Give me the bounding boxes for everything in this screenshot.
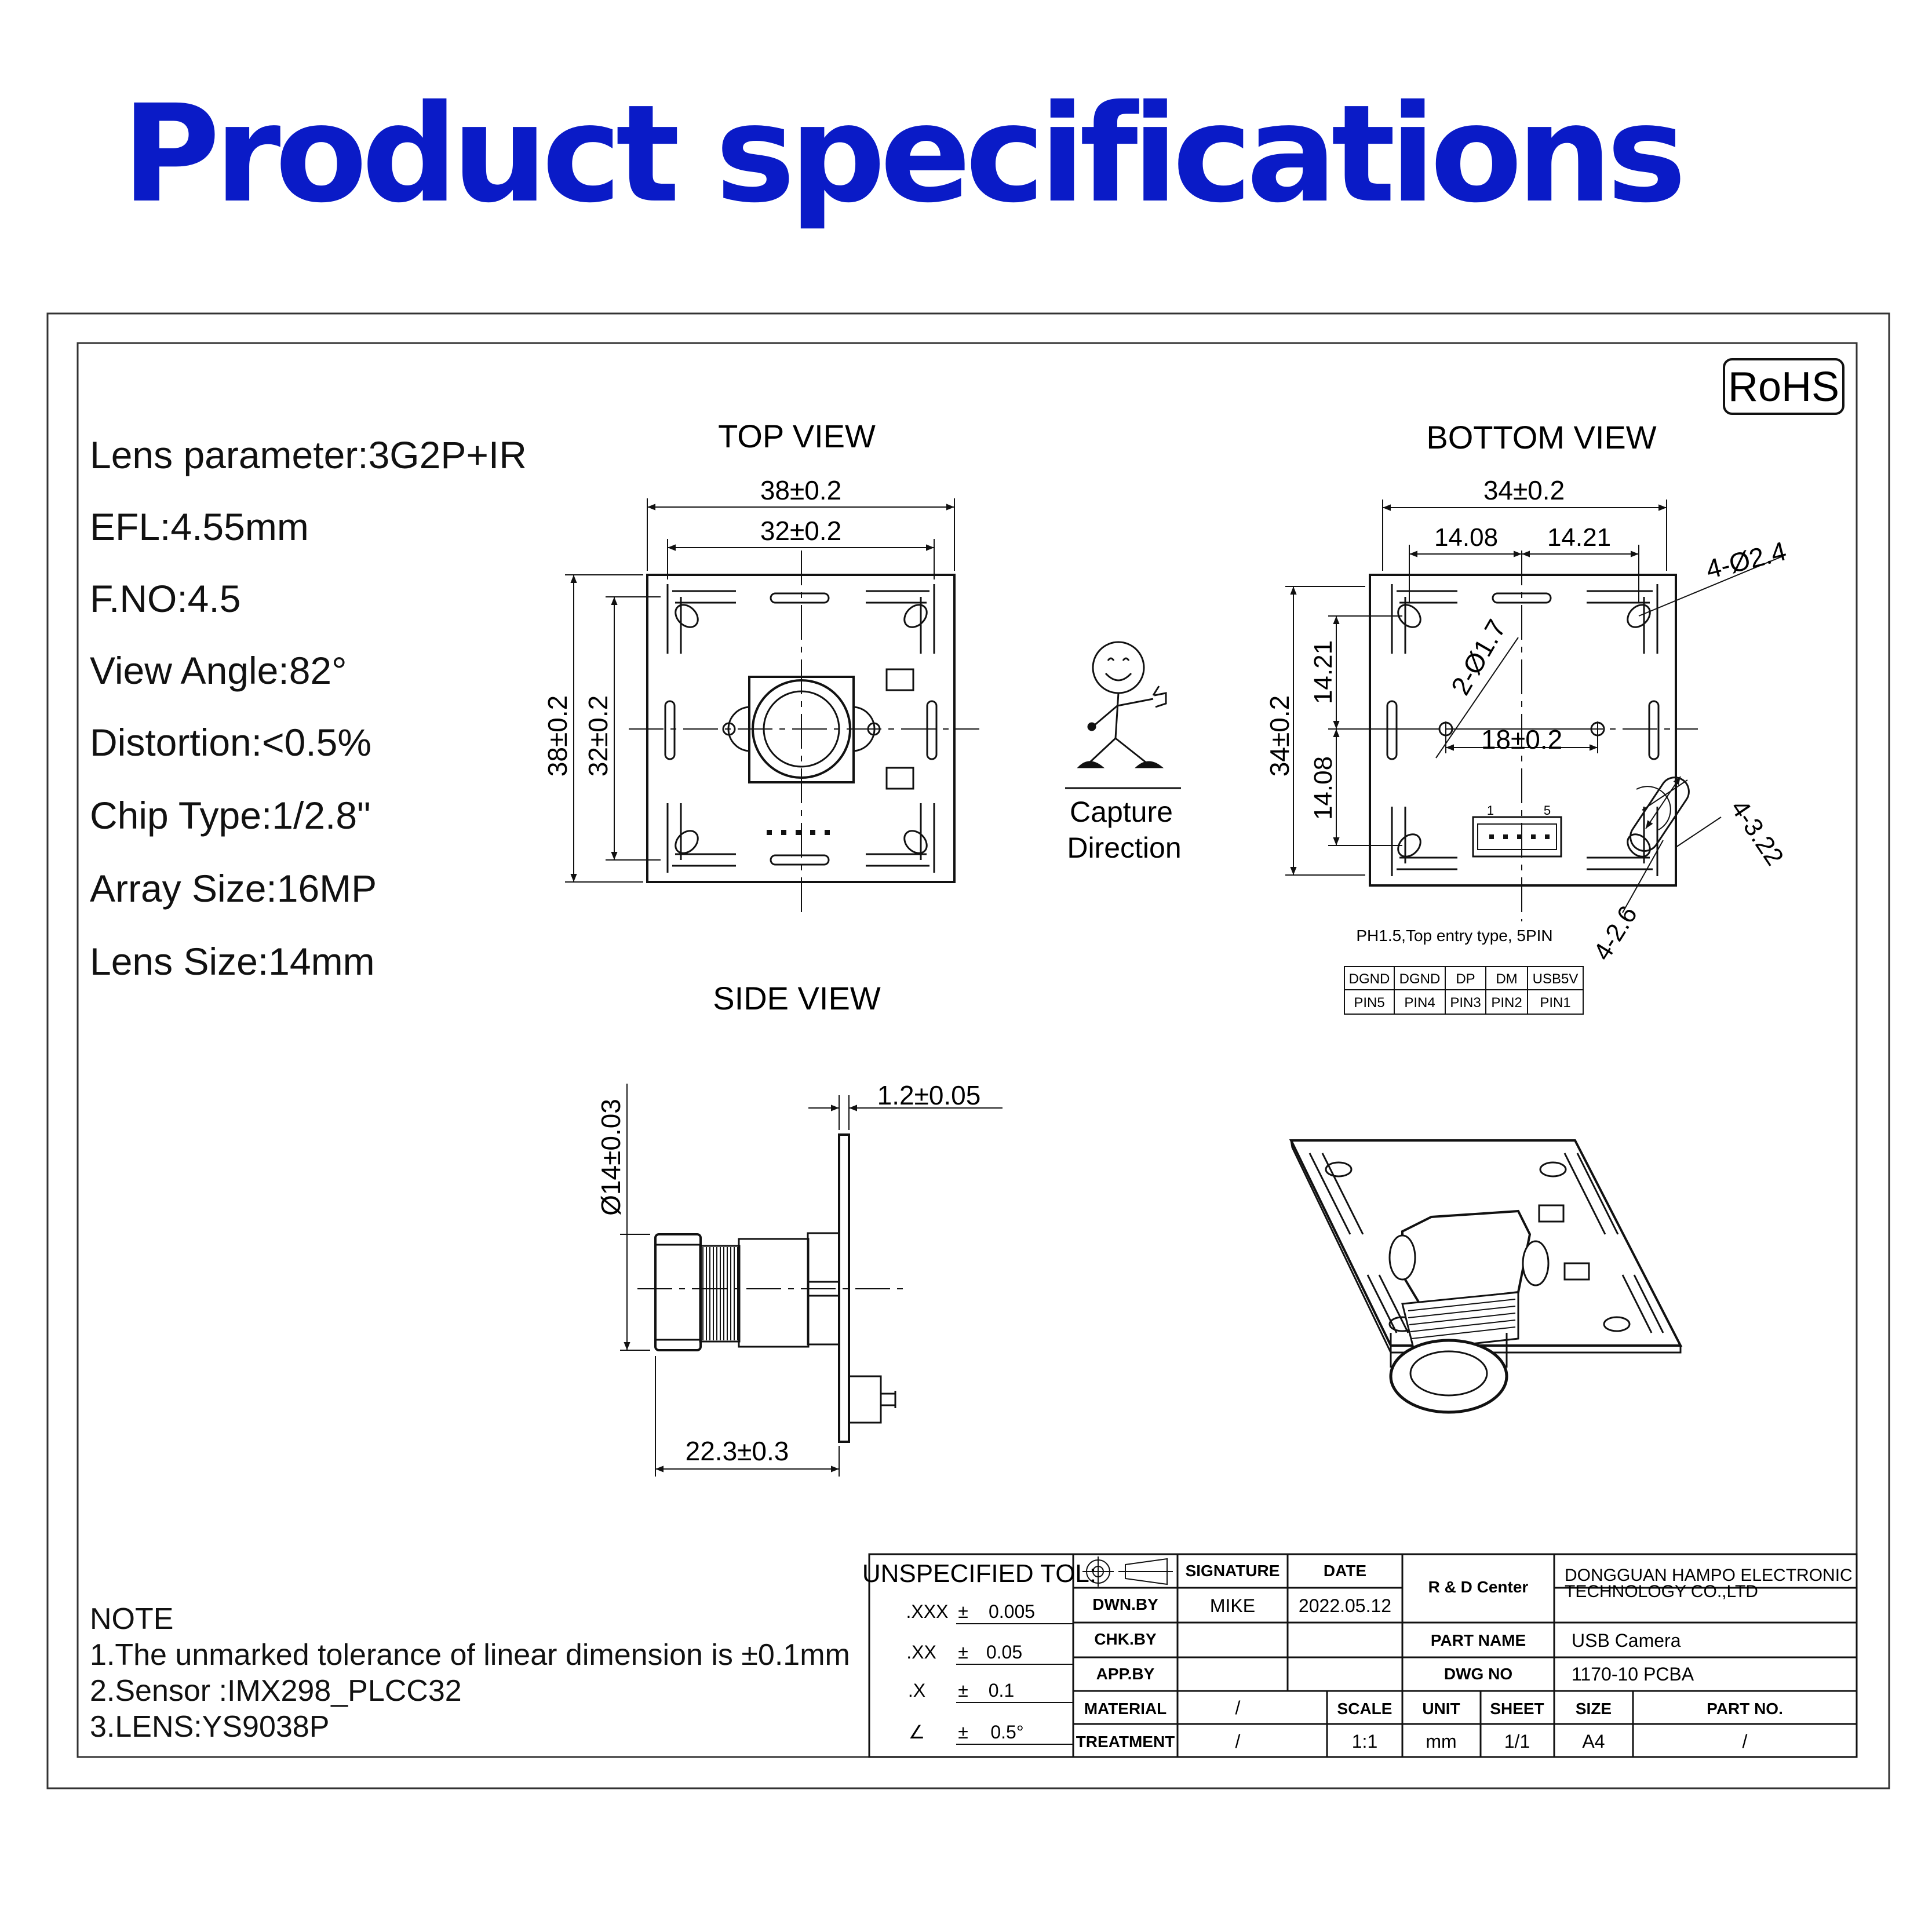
spec-lens-parameter: Lens parameter:3G2P+IR (90, 433, 527, 476)
scale-label: SCALE (1337, 1700, 1393, 1718)
pin-number-cell: PIN5 (1354, 995, 1385, 1011)
top-component (887, 669, 913, 690)
title-block-company (1565, 1566, 1853, 1685)
pin-signal-cell: DGND (1348, 971, 1390, 987)
tol-value: 0.5° (990, 1722, 1024, 1743)
sheet-value: 1/1 (1504, 1731, 1530, 1752)
spec-f-number: F.NO:4.5 (90, 577, 241, 620)
top-view (629, 551, 979, 913)
unit-label: UNIT (1422, 1700, 1460, 1718)
bottom-dim-holes-large: 4-Ø2.4 (1703, 535, 1789, 585)
side-view (637, 1135, 904, 1442)
top-dim-height-inner: 32±0.2 (583, 695, 613, 777)
tol-pm: ± (958, 1680, 968, 1701)
pin-table-cells (1349, 971, 1579, 1011)
top-dim-width-inner: 32±0.2 (760, 516, 842, 546)
note-heading: NOTE (90, 1602, 174, 1636)
size-label: SIZE (1575, 1700, 1612, 1718)
treatment-label: TREATMENT (1076, 1733, 1175, 1751)
bottom-dim-holes-small: 2-Ø1.7 (1445, 614, 1512, 700)
pin-signal-cell: DGND (1399, 971, 1441, 987)
connector-caption: PH1.5,Top entry type, 5PIN (1356, 927, 1553, 945)
company-line2: TECHNOLOGY CO.,LTD (1565, 1582, 1758, 1601)
tol-value: 0.05 (986, 1642, 1023, 1663)
top-connector-dots (767, 830, 830, 835)
bottom-dim-lower: 14.08 (1309, 756, 1337, 821)
spec-distortion: Distortion:<0.5% (90, 721, 372, 764)
scale-value: 1:1 (1351, 1731, 1378, 1752)
unit-value: mm (1426, 1731, 1457, 1752)
spec-chip-type: Chip Type:1/2.8" (90, 794, 371, 837)
bottom-pin-first-label: 1 (1486, 803, 1494, 818)
spec-array-size: Array Size:16MP (90, 867, 377, 910)
side-dimensions (620, 1084, 1003, 1477)
rohs-badge (1724, 359, 1843, 414)
tol-key: .XXX (906, 1601, 949, 1622)
bottom-dim-left: 14.08 (1434, 523, 1499, 552)
svg-text:RoHS: RoHS (1727, 364, 1840, 410)
signature-header: SIGNATURE (1185, 1562, 1280, 1580)
tol-key: .XX (906, 1642, 936, 1663)
part-no-value: / (1742, 1731, 1748, 1752)
material-label: MATERIAL (1084, 1700, 1167, 1718)
side-dim-thickness: 1.2±0.05 (877, 1080, 981, 1110)
bottom-pin-last-label: 5 (1543, 803, 1551, 818)
capture-direction-line1: Capture (1070, 796, 1173, 828)
app-by-label: APP.BY (1096, 1665, 1155, 1683)
tol-value: 0.1 (988, 1680, 1015, 1701)
bottom-dim-height: 34±0.2 (1264, 695, 1295, 777)
part-no-label: PART NO. (1707, 1700, 1783, 1718)
bottom-dim-width: 34±0.2 (1483, 475, 1565, 505)
isometric-view (1291, 1140, 1681, 1412)
capture-direction-line2: Direction (1067, 832, 1182, 864)
top-view-title: TOP VIEW (718, 418, 876, 454)
pin-signal-cell: USB5V (1532, 971, 1579, 987)
dwn-by-label: DWN.BY (1092, 1595, 1158, 1613)
top-dim-width-outer: 38±0.2 (760, 475, 842, 505)
top-corner-hole (900, 600, 931, 632)
side-dim-lens-dia: Ø14±0.03 (596, 1099, 626, 1216)
top-dim-height-outer: 38±0.2 (542, 695, 573, 777)
bottom-dim-right: 14.21 (1547, 523, 1612, 552)
tol-pm: ± (958, 1722, 968, 1743)
date-header: DATE (1323, 1562, 1367, 1580)
top-corner-slot (866, 584, 934, 654)
side-lens-front (655, 1234, 701, 1350)
bottom-dim-upper: 14.21 (1309, 640, 1337, 705)
side-connector (849, 1376, 881, 1423)
part-name-value: USB Camera (1572, 1630, 1681, 1651)
bottom-dim-slot-width: 4-2.6 (1588, 901, 1643, 965)
spec-lens-size: Lens Size:14mm (90, 940, 375, 983)
sheet-label: SHEET (1490, 1700, 1544, 1718)
inner-frame (78, 343, 1857, 1757)
side-thread-lines (703, 1247, 738, 1340)
bottom-view-title: BOTTOM VIEW (1426, 419, 1657, 455)
bottom-dim-slot-length: 4-3.22 (1725, 794, 1789, 871)
tol-key: .X (907, 1680, 926, 1701)
rd-center-label: R & D Center (1428, 1578, 1529, 1596)
top-corner-hole (671, 600, 702, 632)
chk-by-label: CHK.BY (1094, 1630, 1157, 1648)
note-item-lens: 3.LENS:YS9038P (90, 1710, 330, 1744)
treatment-value: / (1235, 1731, 1241, 1752)
side-view-title: SIDE VIEW (713, 980, 881, 1016)
side-dim-length: 22.3±0.3 (685, 1436, 789, 1466)
pin-number-cell: PIN2 (1491, 995, 1522, 1011)
top-component (887, 768, 913, 789)
part-name-label: PART NAME (1430, 1631, 1526, 1649)
tol-value: 0.005 (988, 1601, 1036, 1622)
tol-label: UNSPECIFIED TOL: (862, 1559, 1097, 1588)
spec-efl: EFL:4.55mm (90, 505, 309, 548)
side-lens-barrel (739, 1239, 808, 1347)
page-title: Product specifications (122, 76, 1681, 232)
dwn-date: 2022.05.12 (1298, 1595, 1392, 1616)
pin-signal-cell: DP (1456, 971, 1475, 987)
pin-signal-cell: DM (1496, 971, 1518, 987)
spec-view-angle: View Angle:82° (90, 649, 347, 692)
bottom-dim-hole-pitch: 18±0.2 (1481, 724, 1563, 754)
pin-number-cell: PIN3 (1450, 995, 1481, 1011)
dwn-by-name: MIKE (1209, 1595, 1256, 1616)
dwg-no-value: 1170-10 PCBA (1572, 1664, 1694, 1685)
size-value: A4 (1582, 1731, 1605, 1752)
tol-pm: ± (958, 1601, 968, 1622)
material-value: / (1235, 1697, 1241, 1718)
dwg-no-label: DWG NO (1443, 1665, 1513, 1683)
top-corner-hole (671, 826, 702, 858)
note-item-tolerance: 1.The unmarked tolerance of linear dimension is ±0.1mm (90, 1638, 850, 1672)
iso-lens-holder (1402, 1211, 1530, 1304)
pin-number-cell: PIN1 (1540, 995, 1571, 1011)
tol-key: ∠ (908, 1722, 925, 1743)
note-item-sensor: 2.Sensor :IMX298_PLCC32 (90, 1674, 462, 1708)
tol-pm: ± (958, 1642, 968, 1663)
capture-direction-figure (1065, 642, 1181, 788)
pin-number-cell: PIN4 (1404, 995, 1435, 1011)
company-line1: DONGGUAN HAMPO ELECTRONIC (1565, 1566, 1853, 1585)
bottom-connector-pins (1489, 834, 1550, 839)
top-corner-hole (900, 826, 931, 858)
